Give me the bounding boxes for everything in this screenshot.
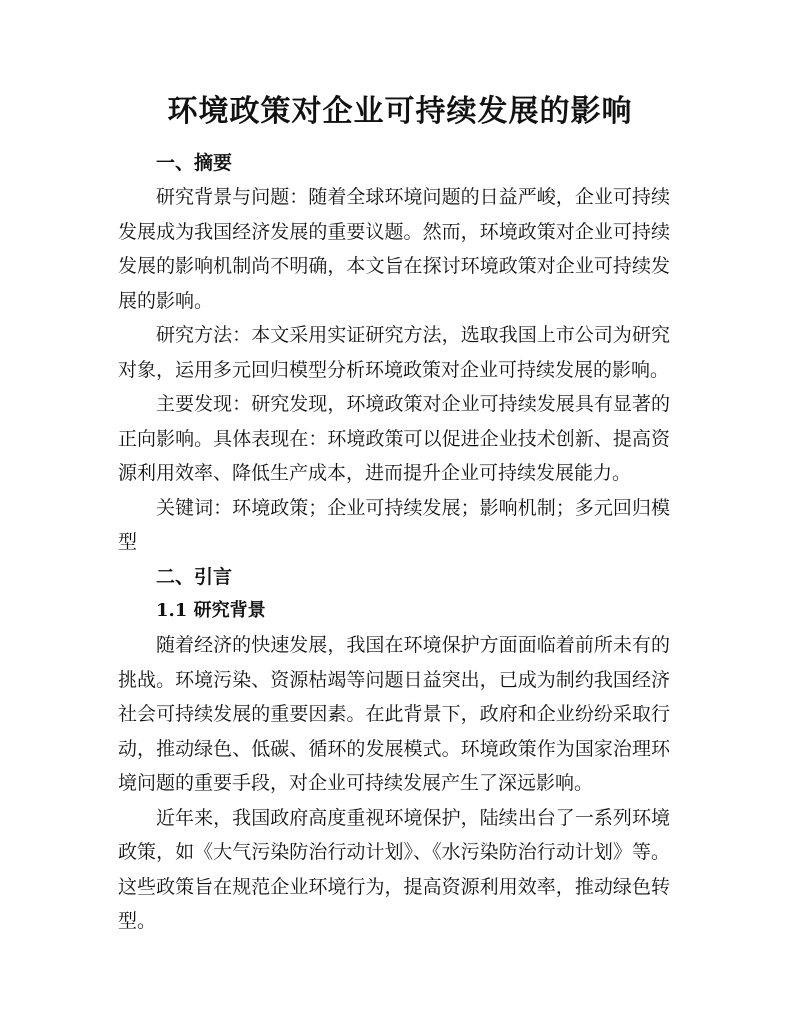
abstract-heading: 一、摘要 <box>156 152 233 174</box>
section-1-1-heading: 1.1 研究背景 <box>156 599 266 621</box>
intro-paragraph-1: 随着经济的快速发展，我国在环境保护方面面临着前所未有的挑战。环境污染、资源枯竭等问题日益突出，已成为制约我国经济社会可持续发展的重要因素。在此背景下，政府和企业纷纷采取行动，推动绿色、低碳、循环的发展模式。环境政策作为国家治理环境问题的重要手段，对企业可持续发展产生了深远影响。 <box>118 634 670 794</box>
abstract-background-paragraph: 研究背景与问题：随着全球环境问题的日益严峻，企业可持续发展成为我国经济发展的重要议题。然而，环境政策对企业可持续发展的影响机制尚不明确，本文旨在探讨环境政策对企业可持续发展的影响。 <box>118 186 670 312</box>
intro-paragraph-2: 近年来，我国政府高度重视环境保护，陆续出台了一系列环境政策，如《大气污染防治行动计划》、《水污染防治行动计划》等。这些政策旨在规范企业环境行为，提高资源利用效率，推动绿色转型。 <box>118 806 670 932</box>
keywords-paragraph: 关键词：环境政策；企业可持续发展；影响机制；多元回归模型 <box>118 496 670 553</box>
document-title: 环境政策对企业可持续发展的影响 <box>167 94 633 129</box>
introduction-heading: 二、引言 <box>156 565 233 588</box>
abstract-method-paragraph: 研究方法：本文采用实证研究方法，选取我国上市公司为研究对象，运用多元回归模型分析环境政策对企业可持续发展的影响。 <box>118 324 670 381</box>
abstract-findings-paragraph: 主要发现：研究发现，环境政策对企业可持续发展具有显著的正向影响。具体表现在：环境政策可以促进企业技术创新、提高资源利用效率、降低生产成本，进而提升企业可持续发展能力。 <box>118 393 670 484</box>
document-body <box>118 146 670 939</box>
